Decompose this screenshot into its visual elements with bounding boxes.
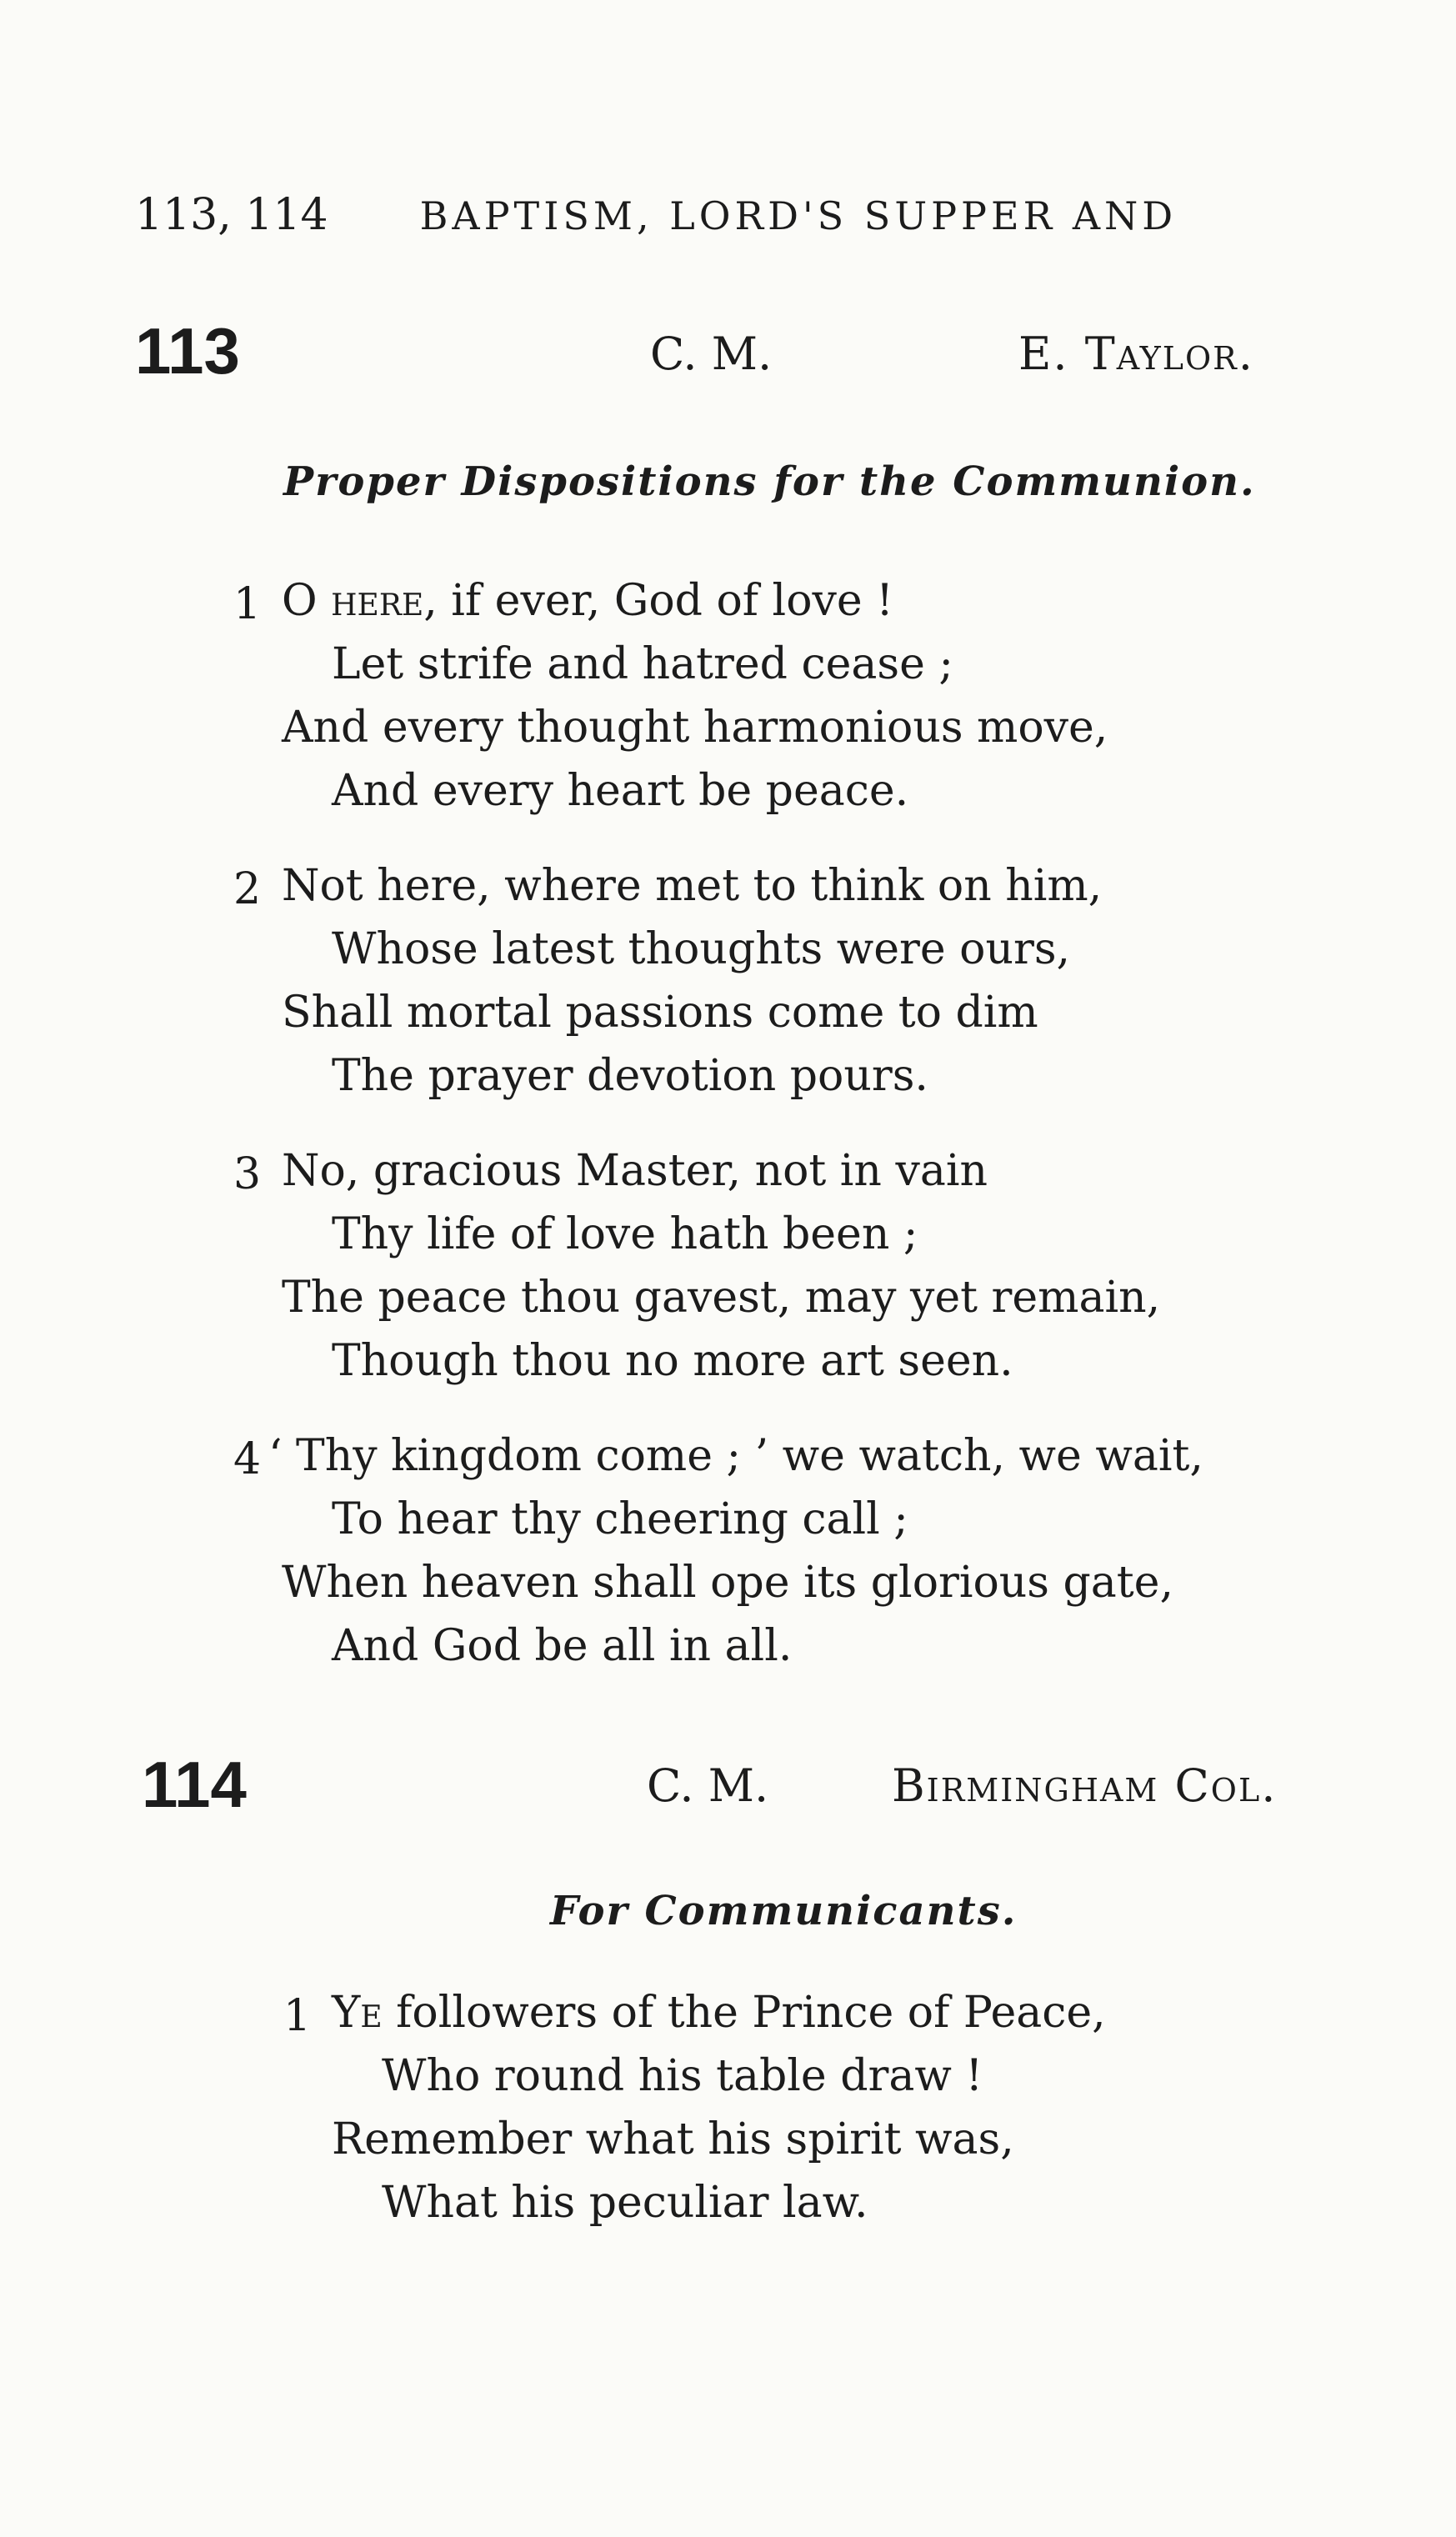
verse-line: And every heart be peace. bbox=[332, 766, 909, 816]
verse-line: Shall mortal passions come to dim bbox=[282, 988, 1038, 1038]
verse-line: Ye followers of the Prince of Peace, bbox=[332, 1988, 1106, 2038]
verse-line: No, gracious Master, not in vain bbox=[282, 1146, 988, 1196]
verse-line: And God be all in all. bbox=[332, 1621, 793, 1671]
verse-line: Who round his table draw ! bbox=[382, 2051, 983, 2101]
hymn-author: E. Taylor. bbox=[1018, 328, 1254, 380]
verse-line: What his peculiar law. bbox=[382, 2178, 868, 2228]
verse-line: The prayer devotion pours. bbox=[332, 1051, 928, 1101]
hymn-number: 114 bbox=[142, 1748, 247, 1821]
verse-line: To hear thy cheering call ; bbox=[332, 1494, 908, 1544]
hymn-author: Birmingham Col. bbox=[892, 1759, 1278, 1812]
verse-number: 3 bbox=[233, 1149, 262, 1199]
running-title: BAPTISM, LORD'S SUPPER AND bbox=[419, 193, 1178, 238]
verse-line: O here, if ever, God of love ! bbox=[282, 576, 894, 626]
verse-line: Not here, where met to think on him, bbox=[282, 861, 1103, 911]
verse-number: 1 bbox=[283, 1991, 312, 2041]
verse-line: Let strife and hatred cease ; bbox=[332, 639, 953, 689]
verse-line: Though thou no more art seen. bbox=[332, 1336, 1013, 1386]
verse-number: 4 bbox=[233, 1434, 262, 1484]
hymn-meter: C. M. bbox=[650, 328, 773, 380]
verse-number: 1 bbox=[233, 579, 262, 629]
hymn-subtitle: Proper Dispositions for the Communion. bbox=[283, 458, 1256, 505]
verse-line: When heaven shall ope its glorious gate, bbox=[282, 1558, 1173, 1608]
verse-number: 2 bbox=[233, 864, 262, 914]
verse-line: Whose latest thoughts were ours, bbox=[332, 924, 1071, 974]
verse-line: ‘ Thy kingdom come ; ’ we watch, we wait, bbox=[268, 1431, 1203, 1481]
verse-line: And every thought harmonious move, bbox=[282, 703, 1108, 753]
verse-line: Remember what his spirit was, bbox=[332, 2114, 1014, 2164]
verse-line: Thy life of love hath been ; bbox=[332, 1209, 918, 1259]
hymn-meter: C. M. bbox=[647, 1759, 769, 1812]
verse-line: The peace thou gavest, may yet remain, bbox=[282, 1273, 1161, 1323]
hymn-number: 113 bbox=[135, 314, 240, 388]
page-numbers: 113, 114 bbox=[135, 190, 328, 240]
hymn-subtitle: For Communicants. bbox=[550, 1888, 1018, 1934]
running-head bbox=[135, 190, 1177, 240]
